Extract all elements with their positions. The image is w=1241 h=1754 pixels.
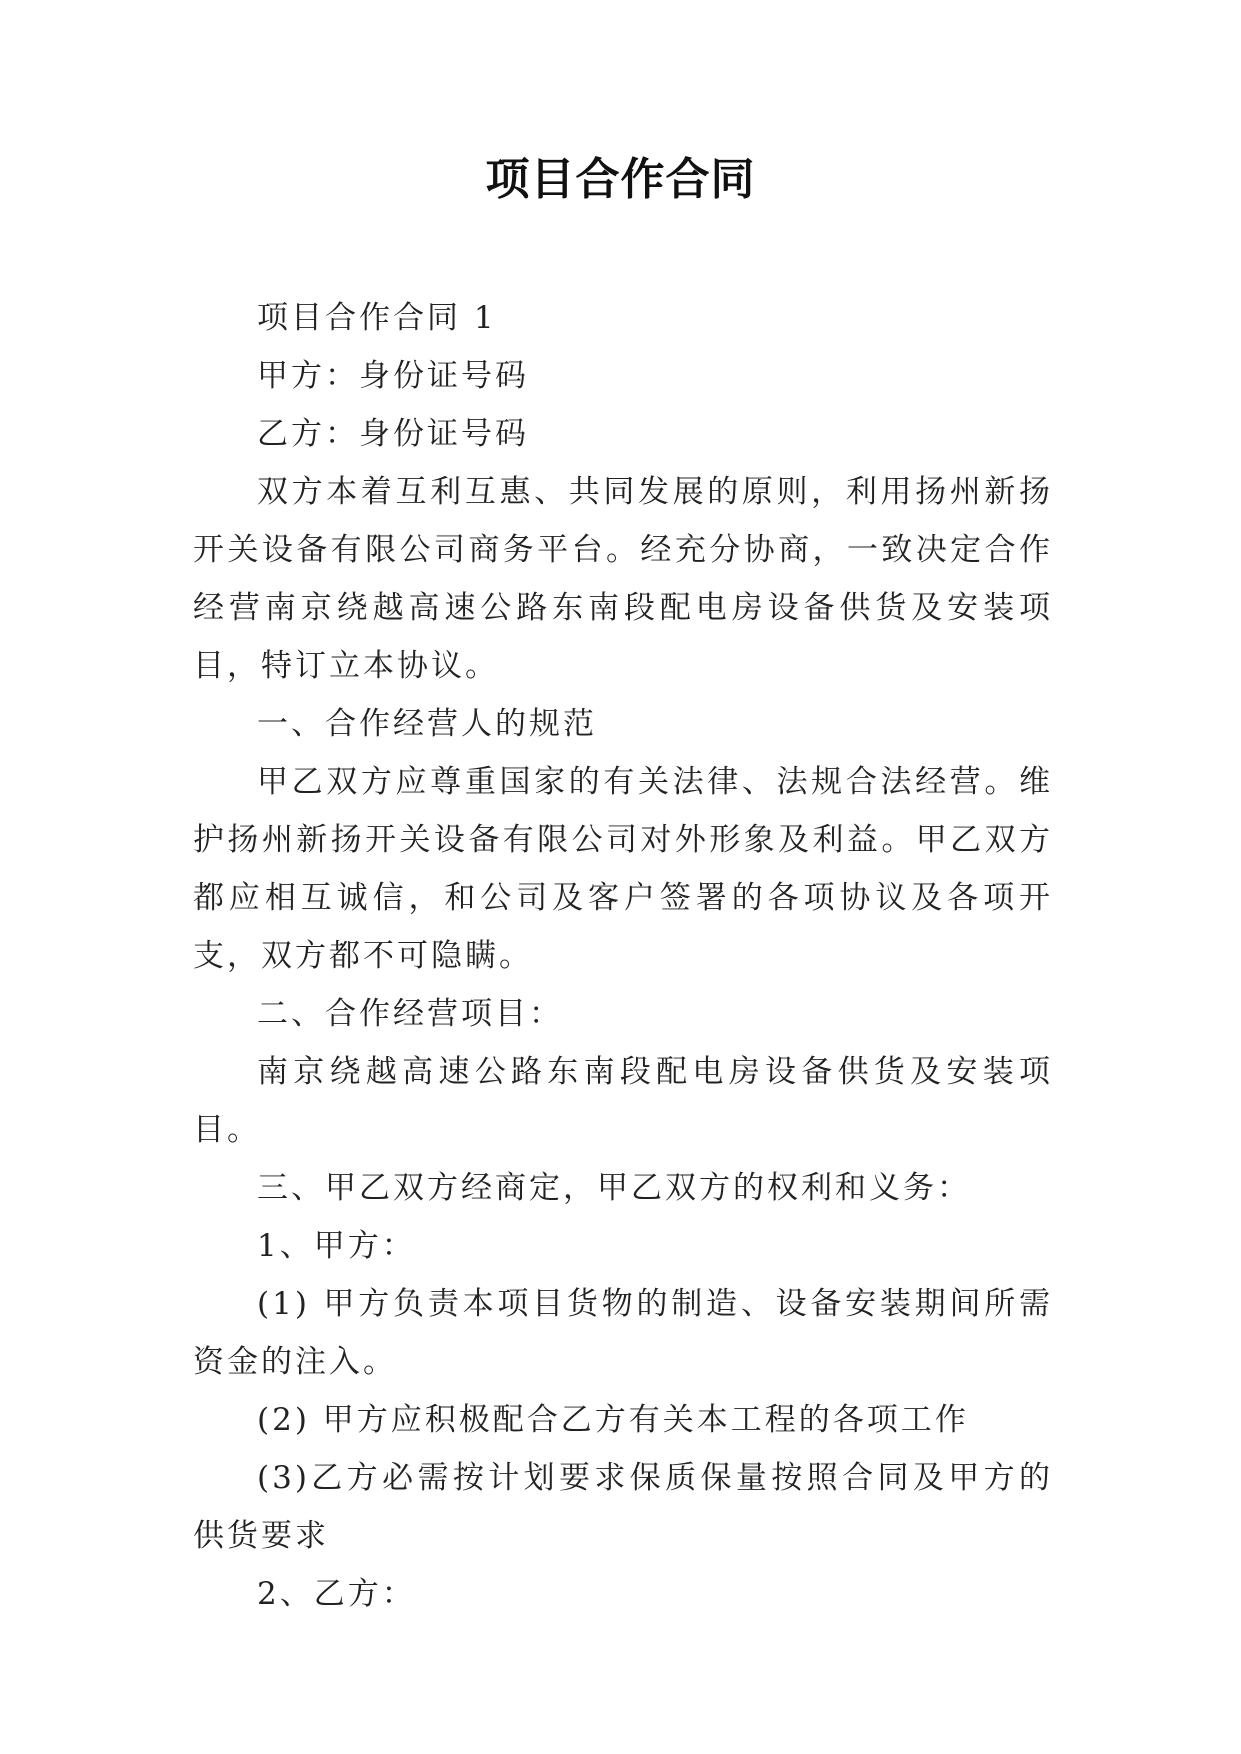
section-2-heading: 二、合作经营项目： [257, 996, 563, 1032]
party-b-line: 乙方：身份证号码 [257, 416, 529, 452]
document-body [193, 289, 1053, 1623]
clause-2: (2) 甲方应积极配合乙方有关本工程的各项工作 [257, 1402, 969, 1438]
section-1-heading: 一、合作经营人的规范 [257, 706, 597, 742]
section-3-heading: 三、甲乙双方经商定，甲乙双方的权利和义务： [257, 1170, 971, 1206]
section-2-paragraph: 南京绕越高速公路东南段配电房设备供货及安装项目。 [193, 1054, 1053, 1148]
document-title: 项目合作合同 [485, 154, 756, 205]
section-1-paragraph: 甲乙双方应尊重国家的有关法律、法规合法经营。维护扬州新扬开关设备有限公司对外形象及利益。甲乙双方都应相互诚信，和公司及客户签署的各项协议及各项开支，双方都不可隐瞒。 [193, 764, 1053, 974]
party-a-line: 甲方：身份证号码 [257, 358, 529, 394]
party-a-subheading: 1、甲方： [257, 1228, 416, 1264]
clause-1: (1) 甲方负责本项目货物的制造、设备安装期间所需资金的注入。 [193, 1286, 1053, 1380]
party-b-subheading: 2、乙方： [257, 1576, 416, 1612]
contract-heading: 项目合作合同 1 [257, 300, 497, 336]
preamble-paragraph: 双方本着互利互惠、共同发展的原则，利用扬州新扬开关设备有限公司商务平台。经充分协商，一致决定合作经营南京绕越高速公路东南段配电房设备供货及安装项目，特订立本协议。 [193, 474, 1053, 684]
clause-3: (3)乙方必需按计划要求保质保量按照合同及甲方的供货要求 [193, 1460, 1053, 1554]
